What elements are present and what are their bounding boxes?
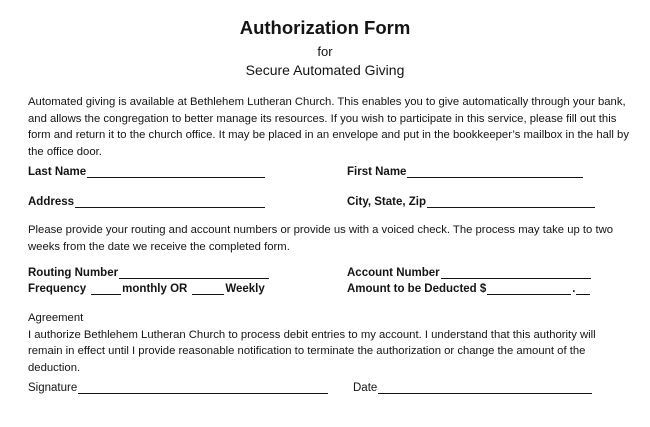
signature-input[interactable]: [78, 382, 328, 394]
weekly-label: Weekly: [225, 283, 265, 295]
last-name-field: [28, 166, 265, 178]
form-subtitle: Secure Automated Giving: [245, 62, 405, 78]
agreement-line: deduction.: [28, 361, 81, 374]
signature-label: Signature: [28, 382, 78, 394]
date-field: [353, 382, 592, 394]
frequency-label: Frequency: [28, 283, 87, 295]
address-field: [28, 196, 265, 208]
weekly-input[interactable]: [192, 283, 224, 295]
first-name-label: First Name: [347, 166, 407, 178]
city-state-zip-input[interactable]: [427, 196, 595, 208]
address-input[interactable]: [75, 196, 265, 208]
address-label: Address: [28, 196, 75, 208]
instruction-line: Please provide your routing and account numbers or provide us with a voiced check. The process may take up to two: [28, 224, 614, 236]
intro-line: form and return it to the church office. It may be placed in an envelope and put in the bookkeeper’s mailbox in the hall by: [28, 129, 629, 141]
date-input[interactable]: [378, 382, 592, 394]
amount-decimal: .: [572, 283, 576, 295]
amount-dollars-input[interactable]: [487, 283, 571, 295]
last-name-label: Last Name: [28, 166, 87, 178]
account-number-field: [347, 267, 591, 279]
agreement-line: I authorize Bethlehem Lutheran Church to process debit entries to my account. I understand that this authority will: [28, 328, 596, 341]
signature-field: [28, 382, 328, 394]
agreement-heading: Agreement: [28, 312, 84, 324]
routing-number-label: Routing Number: [28, 267, 119, 279]
monthly-input[interactable]: [91, 283, 121, 295]
agreement-section: [28, 310, 628, 376]
form-subtitle-for: for: [317, 44, 333, 59]
first-name-field: [347, 166, 583, 178]
intro-line: Automated giving is available at Bethlehem Lutheran Church. This enables you to give automatically through your bank,: [28, 96, 626, 108]
agreement-line: remain in effect until I provide reasonable notification to terminate the authorization or change the amount of the: [28, 345, 586, 357]
routing-number-field: [28, 267, 269, 279]
last-name-input[interactable]: [87, 166, 265, 178]
first-name-input[interactable]: [407, 166, 583, 178]
routing-number-input[interactable]: [119, 267, 269, 279]
city-state-zip-field: [347, 196, 595, 208]
intro-paragraph: [28, 94, 628, 160]
account-number-label: Account Number: [347, 267, 440, 279]
intro-line: and allows the congregation to better manage its resources. If you wish to participate in this service, please fill out this: [28, 112, 617, 125]
form-title: Authorization Form: [239, 17, 411, 38]
frequency-field: [28, 283, 265, 295]
monthly-or-label: monthly OR: [122, 283, 188, 295]
date-label: Date: [353, 382, 378, 394]
intro-line: the office door.: [28, 145, 102, 158]
amount-field: [347, 283, 591, 295]
amount-cents-input[interactable]: [576, 283, 590, 295]
amount-label: Amount to be Deducted $: [347, 283, 487, 295]
instruction-paragraph: [28, 222, 628, 255]
city-state-zip-label: City, State, Zip: [347, 196, 427, 208]
account-number-input[interactable]: [441, 267, 591, 279]
instruction-line: weeks from the date we receive the completed form.: [28, 240, 290, 253]
